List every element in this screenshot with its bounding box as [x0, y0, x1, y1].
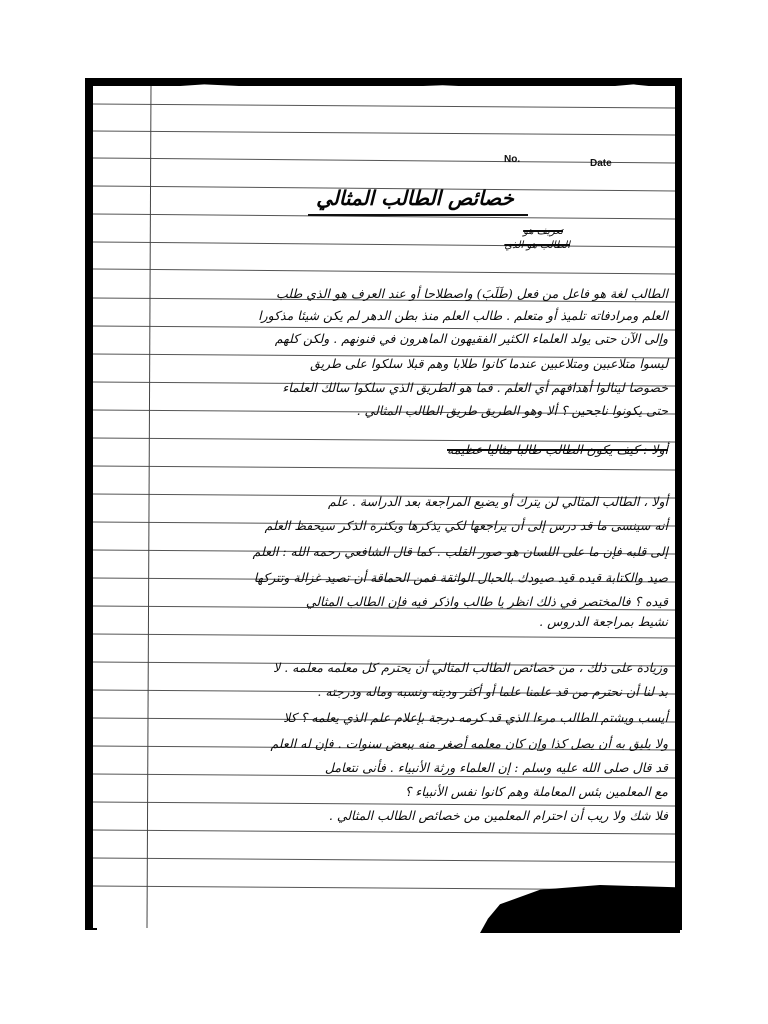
- page-title: خصائص الطالب المثالي: [316, 186, 514, 210]
- text-line: وإلى الآن حتى يولد العلماء الكثير الفقيهون الماهرون في فنونهم . ولكن كلهم: [274, 331, 668, 346]
- text-line: خصوصا لينالوا أهدافهم أي العلم . فما هو الطريق الذي سلكوا سالك العلماء: [282, 380, 668, 395]
- struck-note: الطالب هو الذي: [504, 240, 570, 251]
- text-line: أنه سينسى ما قد درس إلى أن يراجعها لكي يذكرها وبكثرة الذكر سيحفظ العلم: [264, 518, 668, 533]
- text-line: بد لنا أن نحترم من قد علمنا علما أو أكثر وديته ونسبه وماله ودرجته .: [317, 684, 668, 699]
- struck-note: تعريف هو: [523, 226, 563, 237]
- text-line: الطالب لغة هو فاعل من فعل (طَلَبَ) واصطلاحا أو عند العرف هو الذي طلب: [275, 286, 668, 301]
- text-line: حتى يكونوا ناجحين ؟ ألا وهو الطريق طريق الطالب المثالي .: [356, 403, 668, 418]
- text-line: مع المعلمين بئس المعاملة وهم كانوا نفس الأنبياء ؟: [404, 784, 668, 799]
- text-line: ولا يليق به أن يصل كذا وإن كان معلمه أصغر منه ببعض سنوات . فإن له العلم: [270, 736, 668, 751]
- text-line: نشيط بمراجعة الدروس .: [539, 614, 668, 629]
- text-line: أيسب ويشتم الطالب مرءا الذي قد كرمه درجة بإعلام علم الذي يعلمه ؟ كلا: [283, 710, 668, 725]
- text-line: صيد والكتابة قيده قيد صيودك بالحبال الواثقة فمن الحماقة أن تصيد غزالة وتتركها: [253, 570, 668, 585]
- text-line: فلا شك ولا ريب أن احترام المعلمين من خصائص الطالب المثالي .: [328, 808, 668, 823]
- text-line: أولا ، الطالب المثالي لن يترك أو يضيع المراجعة بعد الدراسة . علم: [328, 494, 668, 509]
- text-line: ليسوا متلاعبين ومتلاعبين عندما كانوا طلابا وهم قبلا سلكوا على طريق: [310, 356, 668, 371]
- text-line: قيده ؟ فالمختصر في ذلك انظر يا طالب واذكر فيه فإن الطالب المثالي: [305, 594, 668, 609]
- title-underline: [308, 214, 528, 216]
- text-line: قد قال صلى الله عليه وسلم : إن العلماء ورثة الأنبياء . فأنى نتعامل: [324, 760, 668, 775]
- text-line: وزيادة على ذلك ، من خصائص الطالب المثالي أن يحترم كل معلمه معلمه . لا: [273, 660, 668, 675]
- struck-heading: أولا : كيف يكون الطالب طالبا مثاليا عظيمه: [447, 442, 668, 457]
- date-label: Date: [590, 158, 612, 169]
- no-label: No.: [504, 154, 521, 165]
- text-line: إلى قلبه فإن ما على اللسان هو صور القلب . كما قال الشافعي رحمه الله : العلم: [252, 544, 668, 559]
- margin-line: [147, 86, 151, 928]
- page-header: [500, 150, 630, 170]
- text-line: العلم ومرادفاته تلميذ أو متعلم . طالب العلم منذ بطن الدهر لم يكن شيئا مذكورا: [258, 308, 668, 323]
